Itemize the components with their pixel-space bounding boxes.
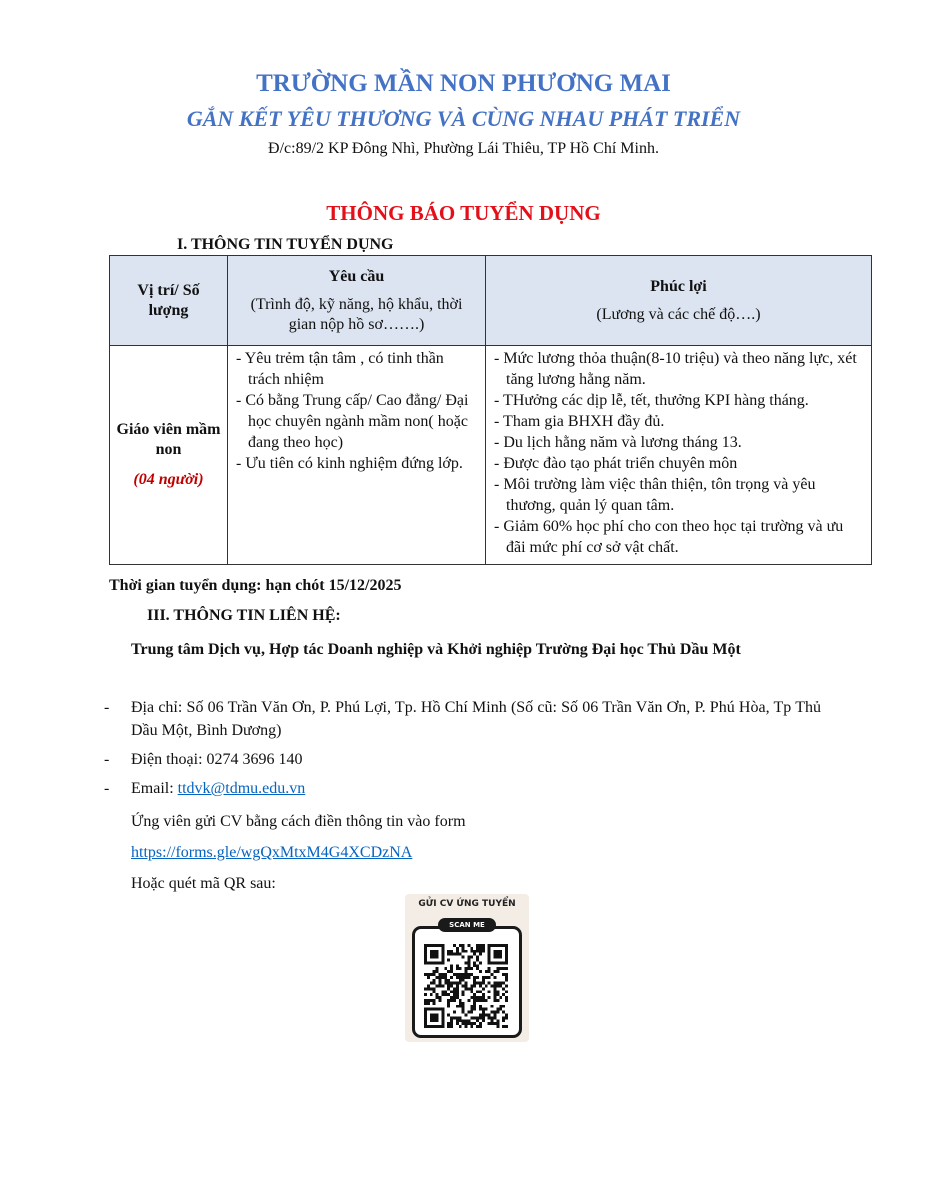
header-position [110, 256, 228, 346]
email-link[interactable]: ttdvk@tdmu.edu.vn [177, 780, 306, 797]
contact-address: Địa chỉ: Số 06 Trần Văn Ơn, P. Phú Lợi, Tp. Hồ Chí Minh (Số cũ: Số 06 Trần Văn Ơn, P. Phú Hòa, Tp Thủ Dầu Một, Bình Dương) [131, 699, 821, 739]
qr-intro: Hoặc quét mã QR sau: [131, 875, 276, 892]
form-intro: Ứng viên gửi CV bằng cách điền thông tin vào form [131, 813, 466, 830]
school-name: TRƯỜNG MẦN NON PHƯƠNG MAI [256, 70, 671, 97]
position-count: (04 người) [133, 471, 204, 488]
qr-caption: GỬI CV ỨNG TUYỂN [418, 899, 516, 909]
list-item: - Tham gia BHXH đầy đủ. [494, 413, 665, 430]
list-item: - Giảm 60% học phí cho con theo học tại trường và ưu đãi mức phí cơ sở vật chất. [494, 518, 844, 556]
header-requirements [228, 256, 486, 346]
contact-phone: Điện thoại: 0274 3696 140 [131, 751, 303, 768]
requirements-cell [228, 346, 486, 565]
list-item: - Môi trường làm việc thân thiện, tôn trọng và yêu thương, quản lý quan tâm. [494, 476, 816, 514]
list-item: - Được đào tạo phát triển chuyên môn [494, 455, 738, 472]
list-item: - Có bằng Trung cấp/ Cao đẳng/ Đại học chuyên ngành mầm non( hoặc đang theo học) [236, 392, 469, 451]
contact-email-row [131, 777, 821, 800]
header-benefits-title: Phúc lợi [650, 277, 707, 295]
recruitment-deadline: Thời gian tuyển dụng: hạn chót 15/12/2025 [109, 577, 402, 594]
notice-title: THÔNG BÁO TUYỂN DỤNG [326, 201, 601, 225]
header-benefits [486, 256, 872, 346]
list-item: - Du lịch hằng năm và lương tháng 13. [494, 434, 742, 451]
bullet-dash: - [104, 751, 110, 768]
benefits-list [494, 348, 863, 558]
bullet-dash: - [104, 699, 110, 716]
table-row [110, 346, 872, 565]
header-position-label: Vị trí/ Số lượng [137, 281, 200, 319]
scan-me-badge: SCAN ME [438, 918, 496, 932]
section-1-title: I. THÔNG TIN TUYỂN DỤNG [177, 236, 394, 253]
header-requirements-title: Yêu cầu [328, 267, 385, 285]
list-item: - THưởng các dịp lễ, tết, thưởng KPI hàng tháng. [494, 392, 809, 409]
form-url-row [131, 841, 821, 864]
section-3-title: III. THÔNG TIN LIÊN HỆ: [147, 607, 341, 624]
header-benefits-sub: (Lương và các chế độ….) [596, 305, 761, 323]
list-item: - Yêu trẻm tận tâm , có tinh thần trách nhiệm [236, 350, 444, 388]
email-label: Email: [131, 780, 178, 797]
benefits-cell [486, 346, 872, 565]
form-link[interactable]: https://forms.gle/wgQxMtxM4G4XCDzNA [131, 844, 413, 861]
school-slogan: GẮN KẾT YÊU THƯƠNG VÀ CÙNG NHAU PHÁT TRIỂN [186, 106, 741, 131]
table-header-row [110, 256, 872, 346]
recruitment-table [109, 255, 872, 565]
contact-center-name: Trung tâm Dịch vụ, Hợp tác Doanh nghiệp và Khởi nghiệp Trường Đại học Thủ Dầu Một [131, 641, 741, 658]
qr-code-icon[interactable] [424, 944, 508, 1028]
list-item: - Ưu tiên có kinh nghiệm đứng lớp. [236, 455, 463, 472]
list-item: - Mức lương thỏa thuận(8-10 triệu) và theo năng lực, xét tăng lương hằng năm. [494, 350, 857, 388]
position-title: Giáo viên mầm non [116, 421, 221, 458]
header-requirements-sub: (Trình độ, kỹ năng, hộ khẩu, thời gian nộp hồ sơ…….) [250, 295, 463, 333]
position-cell [110, 346, 228, 565]
qr-card [405, 894, 529, 1042]
bullet-dash: - [104, 780, 110, 797]
requirements-list [236, 348, 477, 474]
school-address: Đ/c:89/2 KP Đông Nhì, Phường Lái Thiêu, TP Hồ Chí Minh. [268, 140, 659, 157]
